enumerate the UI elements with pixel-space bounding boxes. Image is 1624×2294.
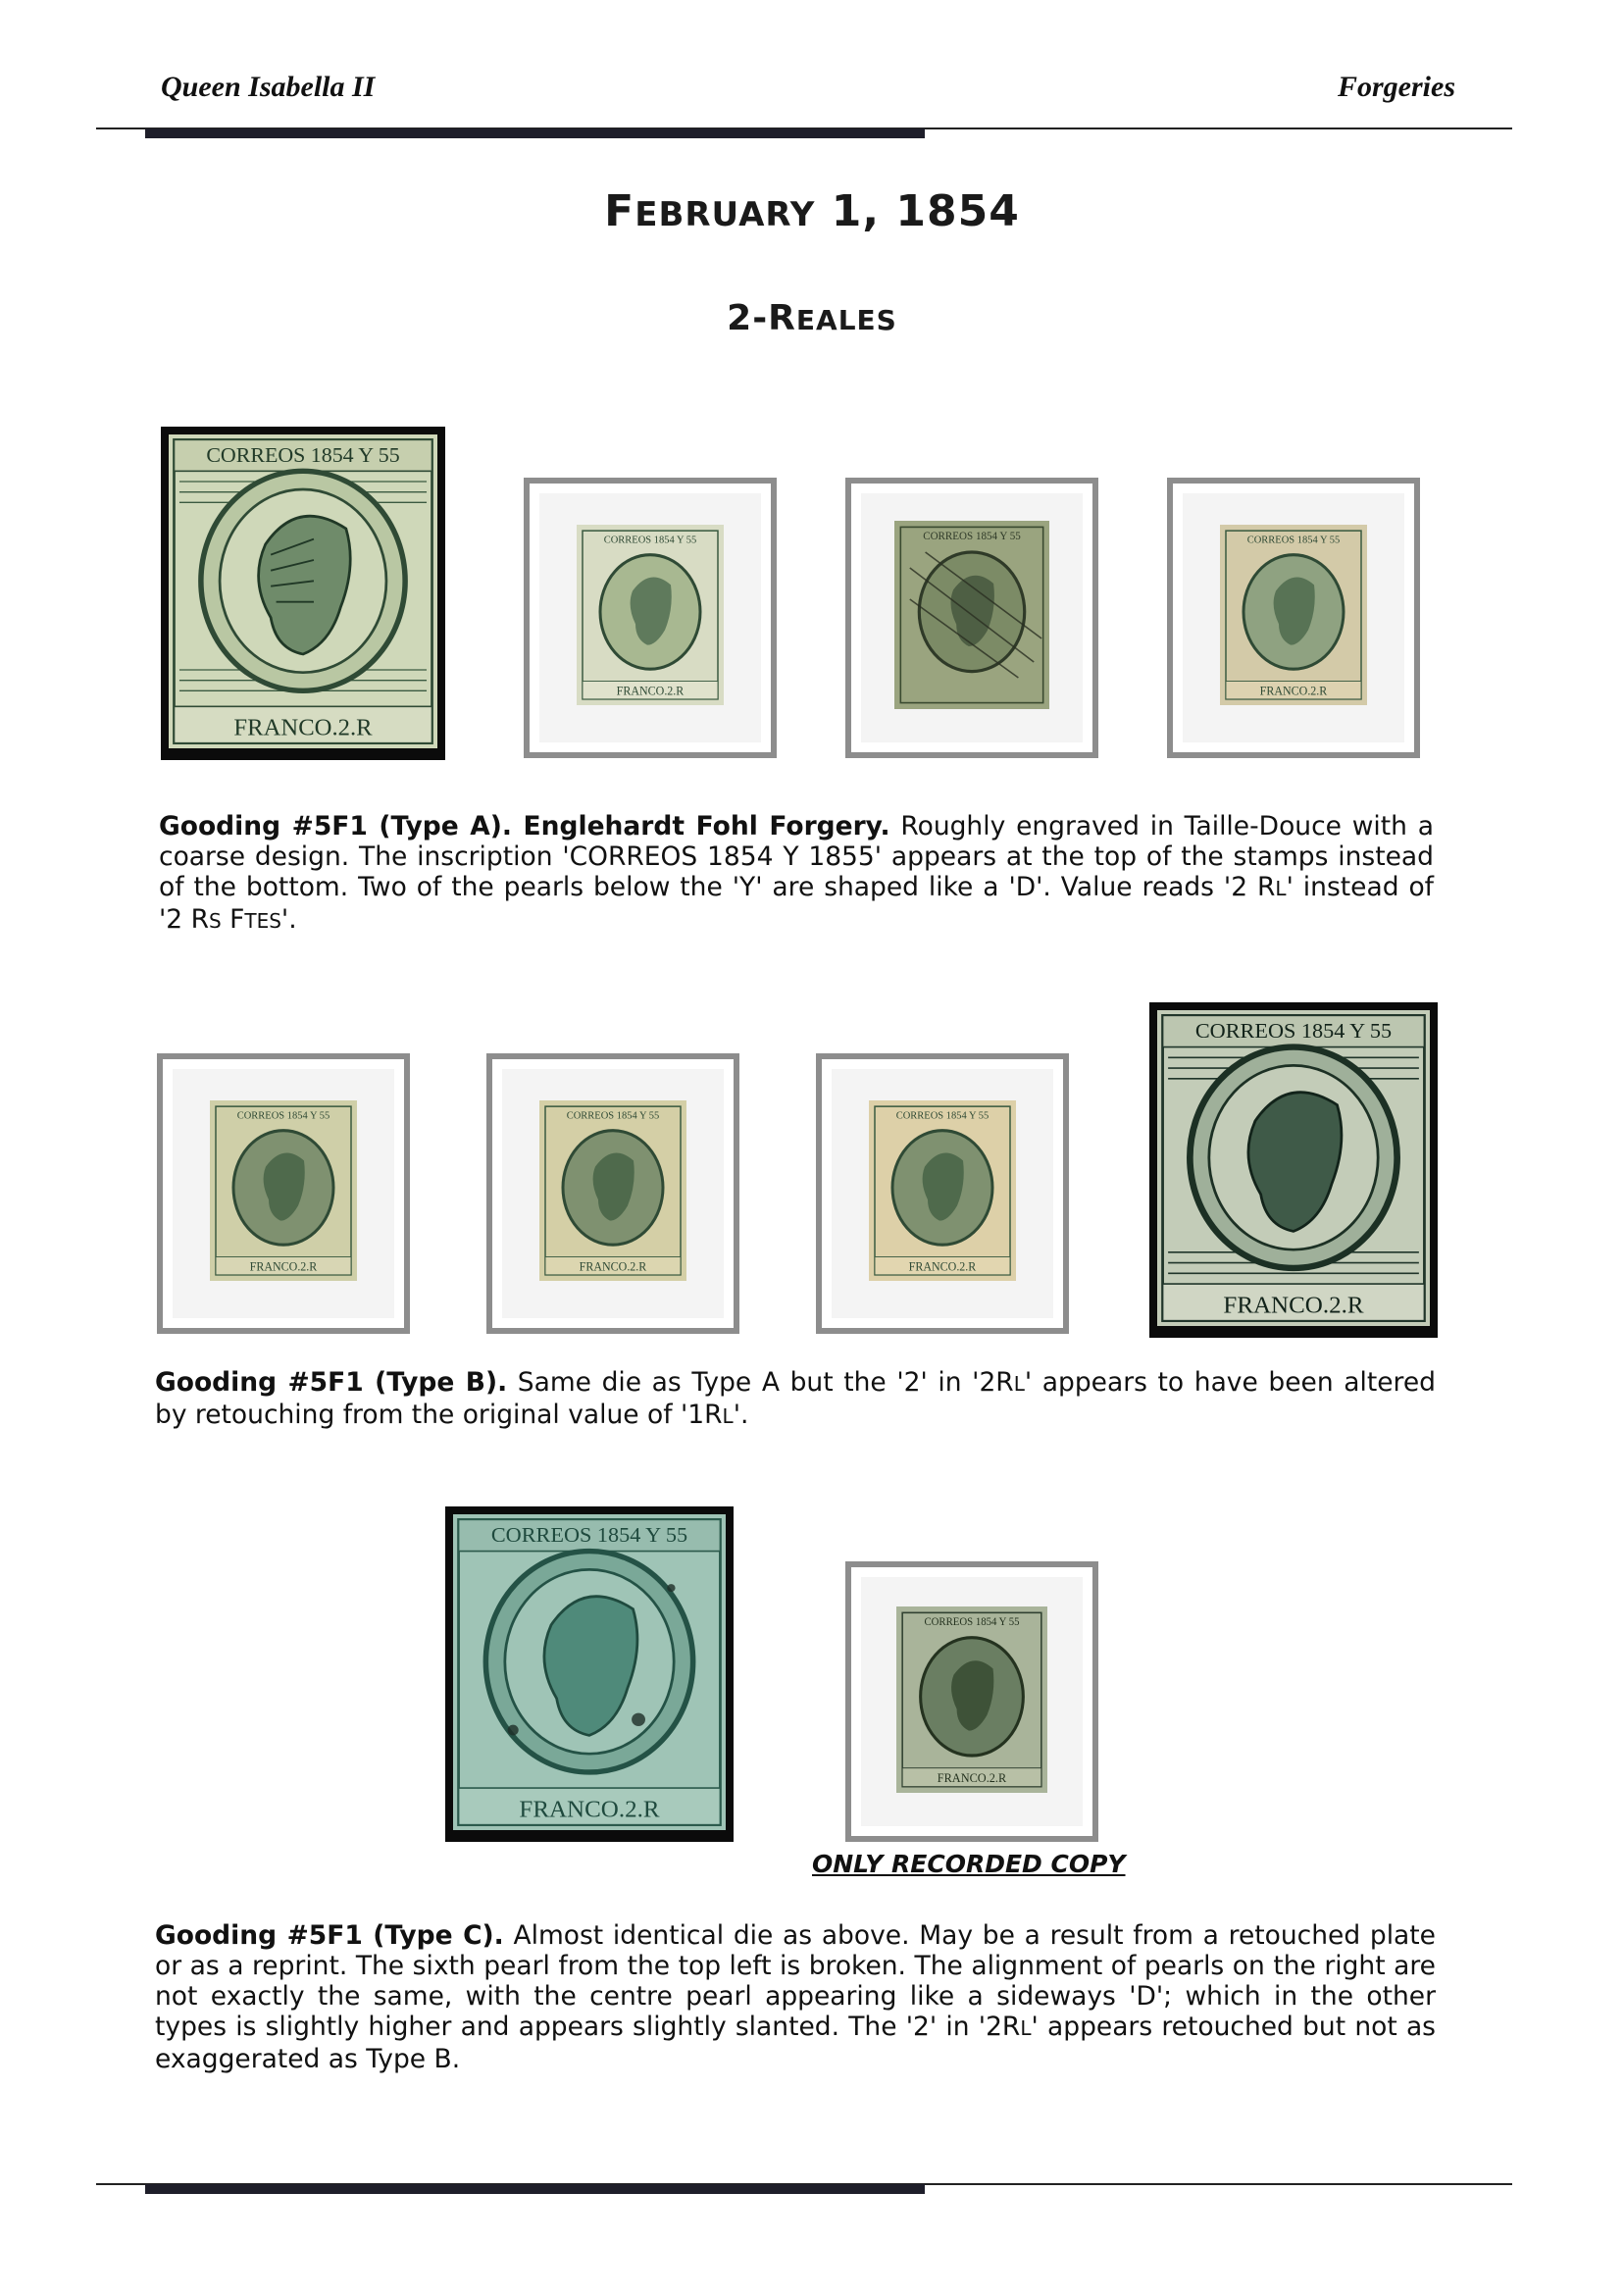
stamp-a-enlarged-image bbox=[169, 434, 437, 748]
svg-text:CORREOS 1854 Y 55: CORREOS 1854 Y 55 bbox=[603, 535, 697, 546]
stamp-a-copy-1-frame bbox=[524, 478, 777, 758]
stamp-a-enlarged-bottom-text: FRANCO.2.R bbox=[233, 714, 373, 741]
stamp-c-copy-frame bbox=[845, 1561, 1098, 1842]
stamp-a-copy-2 bbox=[894, 521, 1049, 709]
stamp-a-copy-3-frame bbox=[1167, 478, 1420, 758]
stamp-b-copy-3 bbox=[869, 1100, 1016, 1281]
header-right-title: Forgeries bbox=[1338, 71, 1455, 103]
header-rule-thick bbox=[145, 128, 925, 138]
description-type-c: Gooding #5F1 (Type C). Almost identical die as above. May be a result from a retouched plate or as a reprint. The sixth pearl from the top left is broken. The alignment of pearls on the right are not exactly the same, with the centre pearl appearing like a sideways 'D'; which in the other types is slightly higher and appears slightly slanted. The '2' in '2RL' appears retouched but not as exaggerated as Type B. bbox=[155, 1920, 1436, 2074]
stamp-b-copy-3-frame bbox=[816, 1053, 1069, 1334]
stamp-a-enlarged bbox=[161, 427, 445, 760]
description-type-b: Gooding #5F1 (Type B). Same die as Type A but the '2' in '2RL' appears to have been altered by retouching from the original value of '1RL'. bbox=[155, 1367, 1436, 1430]
svg-text:CORREOS 1854 Y 55: CORREOS 1854 Y 55 bbox=[236, 1110, 330, 1122]
only-recorded-copy-note: ONLY RECORDED COPY bbox=[812, 1850, 1126, 1878]
stamp-a-enlarged-top-text: CORREOS 1854 Y 55 bbox=[206, 443, 400, 467]
stamp-b-copy-1 bbox=[210, 1100, 357, 1281]
svg-text:CORREOS 1854 Y 55: CORREOS 1854 Y 55 bbox=[566, 1110, 660, 1122]
stamp-a-copy-1 bbox=[577, 525, 724, 705]
stamp-b-enlarged bbox=[1149, 1002, 1438, 1338]
svg-text:CORREOS 1854 Y 55: CORREOS 1854 Y 55 bbox=[1246, 535, 1341, 546]
stamp-c-enlarged bbox=[445, 1506, 734, 1842]
stamp-b-copy-2 bbox=[539, 1100, 686, 1281]
header-left-title: Queen Isabella II bbox=[161, 71, 376, 103]
page-title: FEBRUARY 1, 1854 bbox=[604, 186, 1020, 236]
svg-text:FRANCO.2.R: FRANCO.2.R bbox=[1259, 684, 1328, 698]
footer-rule-thick bbox=[145, 2184, 925, 2194]
stamp-c-copy bbox=[896, 1606, 1047, 1793]
stamp-b-copy-1-frame bbox=[157, 1053, 410, 1334]
stamp-a-copy-2-frame bbox=[845, 478, 1098, 758]
svg-text:FRANCO.2.R: FRANCO.2.R bbox=[937, 1770, 1007, 1785]
stamp-c-enlarged-bottom-text: FRANCO.2.R bbox=[519, 1796, 660, 1823]
svg-text:FRANCO.2.R: FRANCO.2.R bbox=[616, 684, 685, 698]
page-subtitle: 2-REALES bbox=[727, 298, 897, 338]
svg-text:FRANCO.2.R: FRANCO.2.R bbox=[908, 1259, 977, 1274]
stamp-c-enlarged-top-text: CORREOS 1854 Y 55 bbox=[490, 1523, 688, 1548]
svg-text:CORREOS 1854 Y 55: CORREOS 1854 Y 55 bbox=[924, 1615, 1020, 1629]
stamp-b-enlarged-bottom-text: FRANCO.2.R bbox=[1223, 1292, 1364, 1319]
stamp-b-enlarged-top-text: CORREOS 1854 Y 55 bbox=[1194, 1019, 1393, 1044]
stamp-b-enlarged-image bbox=[1157, 1010, 1430, 1326]
stamp-c-enlarged-image bbox=[453, 1514, 726, 1830]
stamp-a-copy-3 bbox=[1220, 525, 1367, 705]
stamp-b-copy-2-frame bbox=[486, 1053, 739, 1334]
svg-text:FRANCO.2.R: FRANCO.2.R bbox=[249, 1259, 318, 1274]
svg-text:CORREOS 1854 Y 55: CORREOS 1854 Y 55 bbox=[895, 1110, 990, 1122]
description-type-a: Gooding #5F1 (Type A). Englehardt Fohl Forgery. Roughly engraved in Taille-Douce with a coarse design. The inscription 'CORREOS 1854 Y 1855' appears at the top of the stamps instead of the bottom. Two of the pearls below the 'Y' are shaped like a 'D'. Value reads '2 RL' instead of '2 RS FTES'. bbox=[159, 811, 1434, 935]
svg-text:CORREOS 1854 Y 55: CORREOS 1854 Y 55 bbox=[923, 531, 1021, 543]
svg-text:FRANCO.2.R: FRANCO.2.R bbox=[579, 1259, 647, 1274]
